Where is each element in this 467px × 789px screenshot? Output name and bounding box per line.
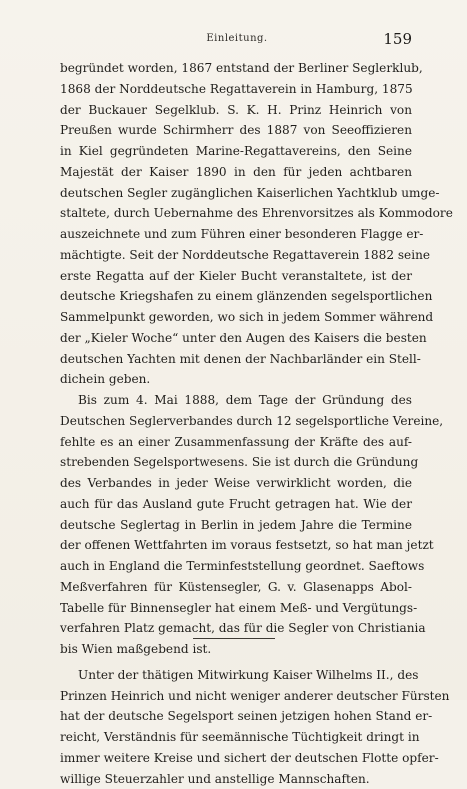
text-line: strebenden Segelsportwesens. Sie ist durch die Gründung: [60, 452, 412, 473]
text-line: erste Regatta auf der Kieler Bucht veranstaltete, ist der: [60, 266, 412, 287]
text-line: des Verbandes in jeder Weise verwirklicht worden, die: [60, 473, 412, 494]
text-line: deutsche Seglertag in Berlin in jedem Jahre die Termine: [60, 515, 412, 536]
text-line: auch in England die Terminfeststellung geordnet. Saeftows: [60, 556, 412, 577]
text-line: Prinzen Heinrich und nicht weniger anderer deutscher Fürsten: [60, 686, 412, 707]
text-line: fehlte es an einer Zusammenfassung der Kräfte des auf-: [60, 432, 412, 453]
text-line: Deutschen Seglerverbandes durch 12 segelsportliche Vereine,: [60, 411, 412, 432]
text-line: auszeichnete und zum Führen einer besonderen Flagge er-: [60, 224, 412, 245]
text-line: mächtigte. Seit der Norddeutsche Regattaverein 1882 seine: [60, 245, 412, 266]
text-line: Majestät der Kaiser 1890 in den für jeden achtbaren: [60, 162, 412, 183]
text-line: auch für das Ausland gute Frucht getragen hat. Wie der: [60, 494, 412, 515]
text-line: immer weitere Kreise und sichert der deutschen Flotte opfer-: [60, 748, 412, 769]
running-head: Einleitung.: [62, 33, 412, 44]
text-line: hat der deutsche Segelsport seinen jetzigen hohen Stand er-: [60, 706, 412, 727]
text-line: staltete, durch Uebernahme des Ehrenvorsitzes als Kommodore: [60, 203, 412, 224]
text-line: willige Steuerzahler und anstellige Mannschaften.: [60, 769, 412, 789]
text-line: Bis zum 4. Mai 1888, dem Tage der Gründung des: [60, 390, 412, 411]
text-line: Tabelle für Binnensegler hat einem Meß- und Vergütungs-: [60, 598, 412, 619]
text-line: verfahren Platz gemacht, das für die Segler von Christiania: [60, 618, 412, 639]
text-line: der Buckauer Segelklub. S. K. H. Prinz Heinrich von: [60, 100, 412, 121]
text-line: der „Kieler Woche“ unter den Augen des Kaisers die besten: [60, 328, 412, 349]
text-line: reicht, Verständnis für seemännische Tüchtigkeit dringt in: [60, 727, 412, 748]
page-number: 159: [383, 30, 412, 48]
text-line: deutschen Yachten mit denen der Nachbarländer ein Stell-: [60, 349, 412, 370]
text-line: dichein geben.: [60, 369, 412, 390]
text-line: bis Wien maßgebend ist.: [60, 639, 412, 660]
text-line: der offenen Wettfahrten im voraus festsetzt, so hat man jetzt: [60, 535, 412, 556]
page-header: [62, 33, 412, 51]
text-line: in Kiel gegründeten Marine-Regattavereins, den Seine: [60, 141, 412, 162]
text-line: Unter der thätigen Mitwirkung Kaiser Wilhelms II., des: [60, 665, 412, 686]
body-text: [60, 58, 412, 789]
text-line: deutsche Kriegshafen zu einem glänzenden segelsportlichen: [60, 286, 412, 307]
text-line: Preußen wurde Schirmherr des 1887 von Seeoffizieren: [60, 120, 412, 141]
text-line: Sammelpunkt geworden, wo sich in jedem Sommer während: [60, 307, 412, 328]
text-line: 1868 der Norddeutsche Regattaverein in Hamburg, 1875: [60, 79, 412, 100]
text-line: deutschen Segler zugänglichen Kaiserlichen Yachtklub umge-: [60, 183, 412, 204]
text-line: Meßverfahren für Küstensegler, G. v. Glasenapps Abol-: [60, 577, 412, 598]
text-line: begründet worden, 1867 entstand der Berliner Seglerklub,: [60, 58, 412, 79]
closing-rule: [193, 638, 275, 639]
